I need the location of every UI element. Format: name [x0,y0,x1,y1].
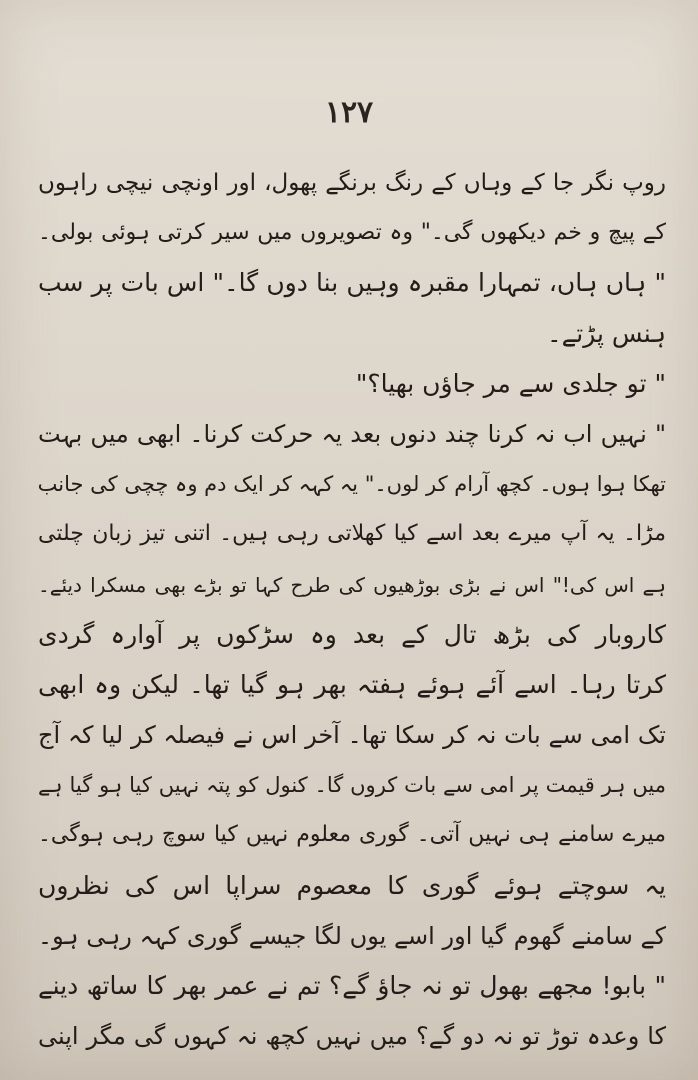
text-line: کے پیچ و خم دیکھوں گی۔" وہ تصویروں میں سیر کرتی ہوئی بولی۔ [38,220,666,246]
page-text [38,158,666,1061]
text-line: " بابو! مجھے بھول تو نہ جاؤ گے؟ تم نے عمر بھر کا ساتھ دینے [38,971,666,1000]
text-line: کرتا رہا۔ اسے آئے ہوئے ہفتہ بھر ہو گیا تھا۔ لیکن وہ ابھی [38,669,666,699]
text-line: میں ہر قیمت پر امی سے بات کروں گا۔ کنول کو پتہ نہیں کیا ہو گیا ہے [38,773,666,798]
text-line: " تو جلدی سے مر جاؤں بھیا؟" [355,368,666,398]
text-line: کاروبار کی بڑھ تال کے بعد وہ سڑکوں پر آوارہ گردی [38,619,666,649]
text-line: تھکا ہوا ہوں۔ کچھ آرام کر لوں۔" یہ کہہ کر ایک دم وہ چچی کی جانب [38,472,666,497]
text-line: ہے اس کی!" اس نے بڑی بوڑھیوں کی طرح کہا تو بڑے بھی مسکرا دیئے۔ [38,572,666,597]
text-line: کے سامنے گھوم گیا اور اسے یوں لگا جیسے گوری کہہ رہی ہو۔ [38,921,666,950]
text-line: ہنس پڑتے۔ [546,318,666,348]
text-line: کا وعدہ توڑ تو نہ دو گے؟ میں نہیں کچھ نہ کہوں گی مگر اپنی [38,1022,666,1051]
text-line: میرے سامنے ہی نہیں آتی۔ گوری معلوم نہیں کیا سوچ رہی ہوگی۔ [38,822,666,848]
text-line: " ہاں ہاں، تمہارا مقبرہ وہیں بنا دوں گا۔" اس بات پر سب [38,268,666,298]
text-line: مڑا۔ یہ آپ میرے بعد اسے کیا کھلاتی رہی ہیں۔ اتنی تیز زبان چلتی [38,521,666,547]
page-number: ۱۲۷ [324,95,374,130]
text-line: یہ سوچتے ہوئے گوری کا معصوم سراپا اس کی نظروں [38,870,666,900]
text-line: تک امی سے بات نہ کر سکا تھا۔ آخر اس نے فیصلہ کر لیا کہ آج [38,721,666,750]
text-line: روپ نگر جا کے وہاں کے رنگ برنگے پھول، اور اونچی نیچی راہوں [38,170,666,196]
text-line: " نہیں اب نہ کرنا چند دنوں بعد یہ حرکت کرنا۔ ابھی میں بہت [38,419,666,448]
